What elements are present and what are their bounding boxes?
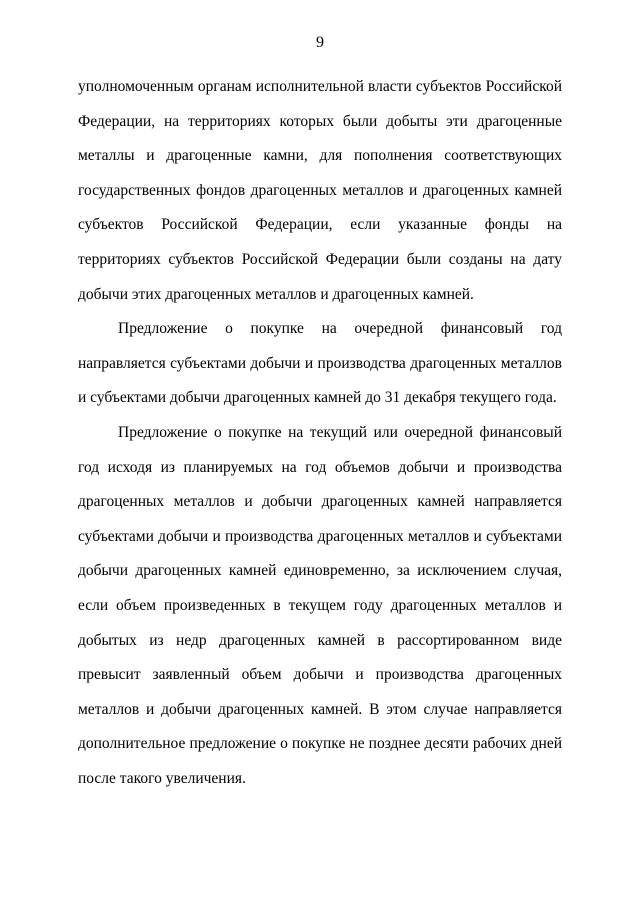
paragraph-continuation: уполномоченным органам исполнительной власти субъектов Российской Федерации, на территориях которых были добыты эти драгоценные металлы и драгоценные камни, для пополнения соответствующих государственных фондов драгоценных металлов и драгоценных камней субъектов Российской Федерации, если указанные фонды на территориях субъектов Российской Федерации были созданы на дату добычи этих драгоценных металлов и драгоценных камней. [78,78,562,303]
document-body [78,70,562,796]
paragraph-proposal-current-year: Предложение о покупке на текущий или очередной финансовый год исходя из планируемых на год объемов добычи и производства драгоценных металлов и добычи драгоценных камней направляется субъектами добычи и производства драгоценных металлов и субъектами добычи драгоценных камней единовременно, за исключением случая, если объем произведенных в текущем году драгоценных металлов и добытых из недр драгоценных камней в рассортированном виде превысит заявленный объем добычи и производства драгоценных металлов и добычи драгоценных камней. В этом случае направляется дополнительное предложение о покупке не позднее десяти рабочих дней после такого увеличения. [78,423,562,787]
page-number: 9 [316,34,324,51]
paragraph-proposal-next-year: Предложение о покупке на очередной финансовый год направляется субъектами добычи и производства драгоценных металлов и субъектами добычи драгоценных камней до 31 декабря текущего года. [78,320,562,407]
